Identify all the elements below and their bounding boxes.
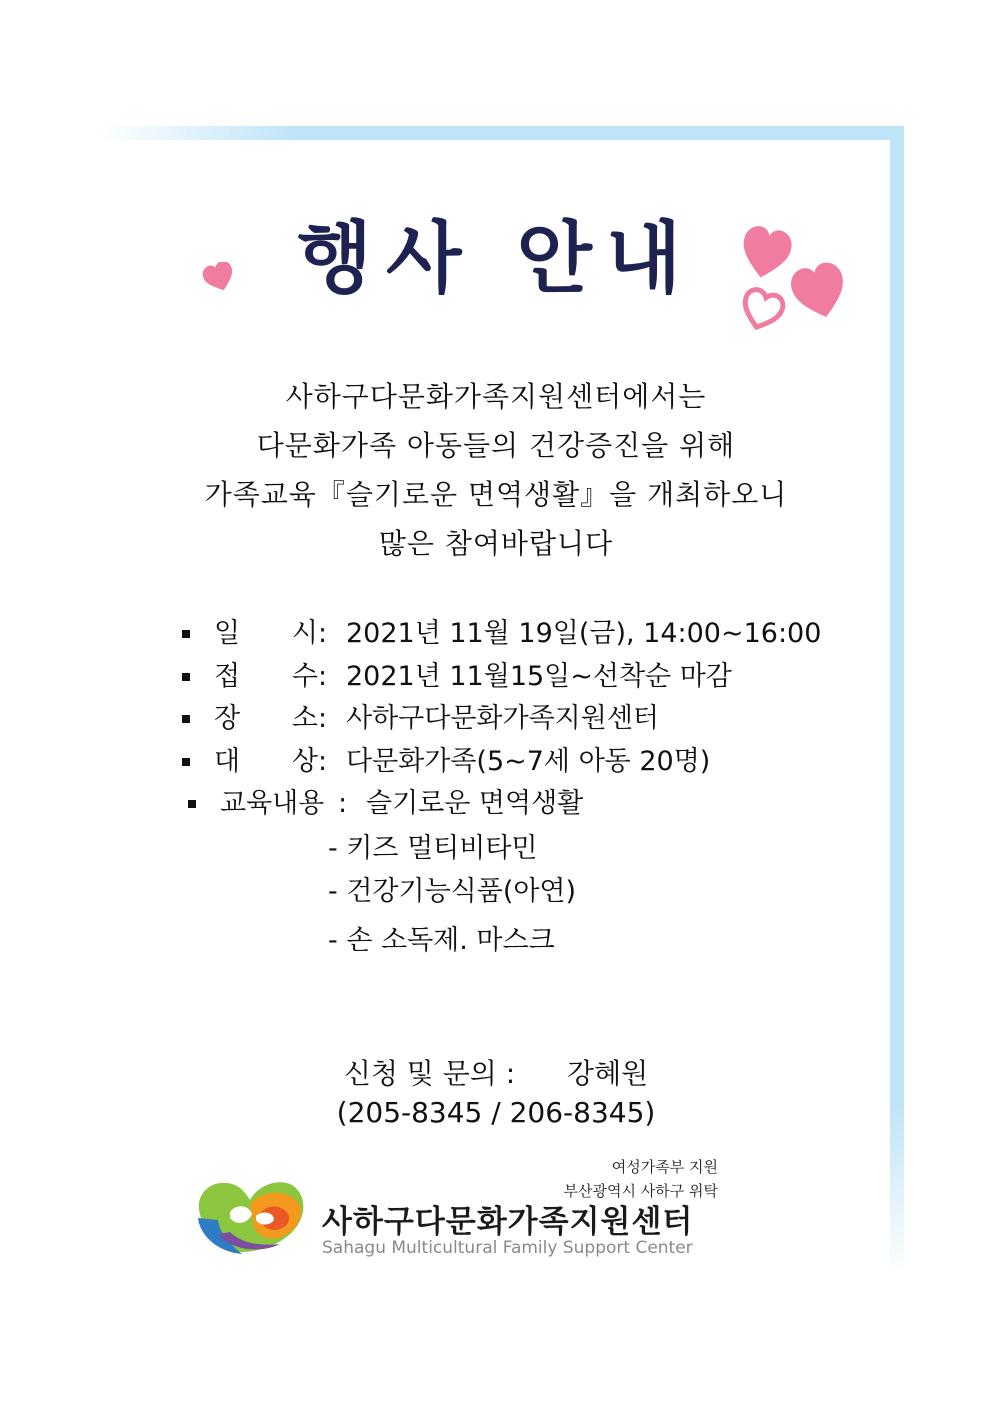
contact-line <box>0 1052 992 1092</box>
info-label: 접 수 <box>214 660 318 692</box>
intro-line: 다문화가족 아동들의 건강증진을 위해 <box>256 429 736 462</box>
bullet-icon <box>188 800 196 808</box>
education-item: - 손 소독제. 마스크 <box>328 925 555 956</box>
info-row-date: 일 시 : 2021년 11월 19일(금), 14:00~16:00 <box>178 613 821 656</box>
info-value: 2021년 11월15일~선착순 마감 <box>346 660 732 692</box>
center-name-en: Sahagu Multicultural Family Support Center <box>322 1238 693 1258</box>
info-row-education: 교육내용 : 슬기로운 면역생활 <box>184 783 821 826</box>
education-item: - 건강기능식품(아연) <box>328 876 577 907</box>
sponsor-line: 여성가족부 지원 <box>611 1158 718 1176</box>
info-value: 사하구다문화가족지원센터 <box>346 703 659 734</box>
contact-name: 강혜원 <box>567 1057 649 1090</box>
heart-small-icon <box>202 262 236 292</box>
bullet-icon <box>182 630 190 638</box>
heart-large-icon <box>738 222 794 282</box>
intro-line: 가족교육『슬기로운 면역생활』을 개최하오니 <box>204 478 788 511</box>
intro-text <box>0 372 992 568</box>
bullet-icon <box>182 715 190 723</box>
heart-outline-icon <box>738 286 786 334</box>
info-row-place: 장 소 : 사하구다문화가족지원센터 <box>178 698 821 741</box>
intro-line: 사하구다문화가족지원센터에서는 <box>285 380 707 413</box>
education-item: - 키즈 멀티비타민 <box>328 833 538 864</box>
info-label: 교육내용 <box>220 788 325 819</box>
frame-top-border <box>98 126 904 140</box>
info-row-target: 대 상 : 다문화가족(5~7세 아동 20명) <box>178 741 821 784</box>
info-row-registration: 접 수 : 2021년 11월15일~선착순 마감 <box>178 656 821 699</box>
info-label: 장 소 <box>214 703 318 734</box>
center-logo-icon <box>190 1174 312 1256</box>
info-label: 일 시 <box>214 618 318 649</box>
info-value: 다문화가족(5~7세 아동 20명) <box>346 745 711 777</box>
sponsor-line: 부산광역시 사하구 위탁 <box>563 1182 718 1200</box>
page-title: 행사 안내 <box>296 214 696 304</box>
intro-line: 많은 참여바랍니다 <box>378 527 614 560</box>
bullet-icon <box>182 758 190 766</box>
event-info-list <box>178 613 821 826</box>
heart-right-icon <box>788 258 850 322</box>
center-name-ko: 사하구다문화가족지원센터 <box>322 1204 694 1240</box>
contact-label: 신청 및 문의 : <box>343 1057 516 1090</box>
bullet-icon <box>182 673 190 681</box>
info-value: 슬기로운 면역생활 <box>366 788 584 819</box>
info-value: 2021년 11월 19일(금), 14:00~16:00 <box>346 618 822 649</box>
info-label: 대 상 <box>214 745 318 777</box>
contact-phone: (205-8345 / 206-8345) <box>336 1096 656 1129</box>
